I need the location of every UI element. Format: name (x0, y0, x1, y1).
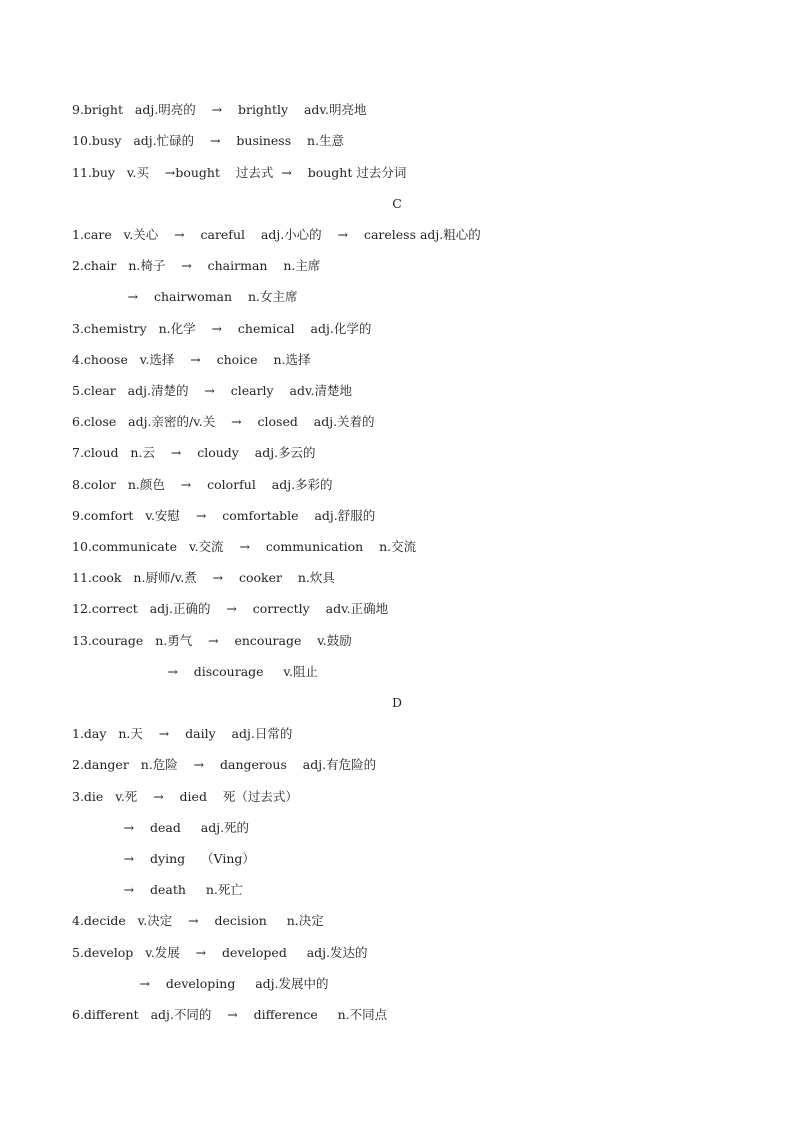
entry-death: → death n.死亡 (72, 882, 243, 897)
entry-chemistry: 3.chemistry n.化学 → chemical adj.化学的 (72, 321, 372, 336)
entry-communicate: 10.communicate v.交流 → communication n.交流 (72, 539, 417, 554)
entry-comfort: 9.comfort v.安慰 → comfortable adj.舒服的 (72, 508, 376, 523)
entry-buy: 11.buy v.买 →bought 过去式 → bought 过去分词 (72, 165, 407, 180)
entry-day: 1.day n.天 → daily adj.日常的 (72, 726, 293, 741)
entry-close: 6.close adj.亲密的/v.关 → closed adj.关着的 (72, 414, 375, 429)
entry-develop: 5.develop v.发展 → developed adj.发达的 (72, 945, 368, 960)
entry-dead: → dead adj.死的 (72, 820, 250, 835)
entry-bright: 9.bright adj.明亮的 → brightly adv.明亮地 (72, 102, 367, 117)
section-heading-c: C (392, 196, 402, 211)
entry-color: 8.color n.颜色 → colorful adj.多彩的 (72, 477, 333, 492)
entry-danger: 2.danger n.危险 → dangerous adj.有危险的 (72, 757, 377, 772)
entry-dying: → dying （Ving） (72, 851, 255, 866)
section-heading-d: D (391, 695, 403, 710)
entry-courage: 13.courage n.勇气 → encourage v.鼓励 (72, 633, 352, 648)
entry-cook: 11.cook n.厨师/v.煮 → cooker n.炊具 (72, 570, 335, 585)
entry-decide: 4.decide v.决定 → decision n.决定 (72, 913, 324, 928)
entry-cloud: 7.cloud n.云 → cloudy adj.多云的 (72, 445, 316, 460)
entry-chair: 2.chair n.椅子 → chairman n.主席 (72, 258, 321, 273)
entry-discourage: → discourage v.阻止 (72, 664, 318, 679)
entry-developing: → developing adj.发展中的 (72, 976, 329, 991)
entry-clear: 5.clear adj.清楚的 → clearly adv.清楚地 (72, 383, 353, 398)
entry-die: 3.die v.死 → died 死（过去式） (72, 789, 298, 804)
entry-chairwoman: → chairwoman n.女主席 (72, 289, 298, 304)
entry-choose: 4.choose v.选择 → choice n.选择 (72, 352, 311, 367)
entry-busy: 10.busy adj.忙碌的 → business n.生意 (72, 133, 345, 148)
entry-correct: 12.correct adj.正确的 → correctly adv.正确地 (72, 601, 389, 616)
entry-care: 1.care v.关心 → careful adj.小心的 → careless adj.粗心的 (72, 227, 481, 242)
entry-different: 6.different adj.不同的 → difference n.不同点 (72, 1007, 388, 1022)
